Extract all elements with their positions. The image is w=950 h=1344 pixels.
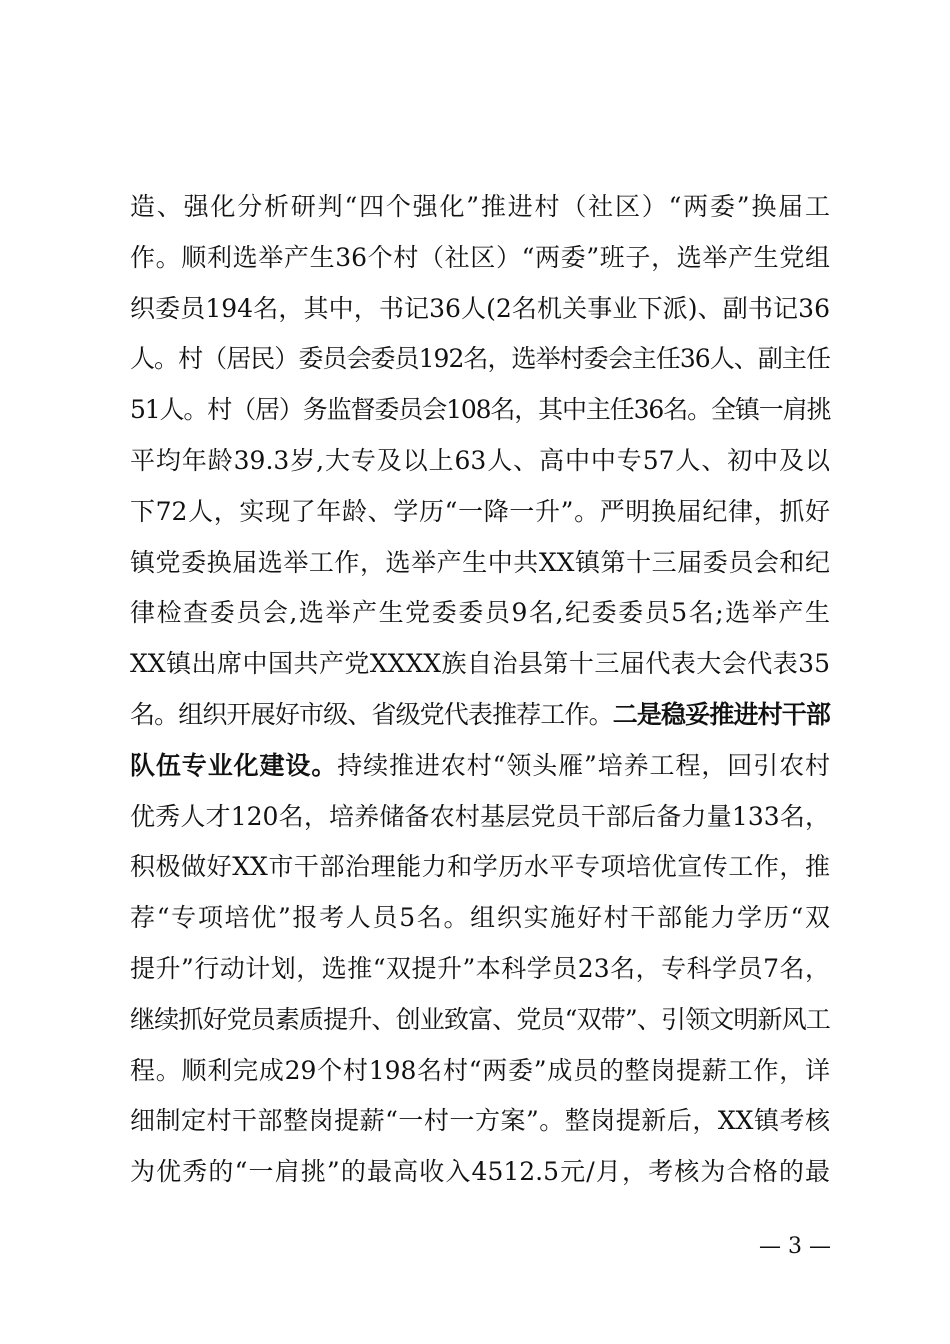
text-line: 荐“专项培优”报考人员5名。组织实施好村干部能力学历“双 <box>130 903 830 933</box>
text-line: 为优秀的“一肩挑”的最高收入4512.5元/月，考核为合格的最 <box>130 1157 830 1187</box>
text-line: 作。顺利选举产生36个村（社区）“两委”班子，选举产生党组 <box>130 242 830 272</box>
text-line: 名。组织开展好市级、省级党代表推荐工作。二是稳妥推进村干部 <box>130 699 831 729</box>
bold-heading: 队伍专业化建设。 <box>130 750 338 780</box>
text-line: 程。顺利完成29个村198名村“两委”成员的整岗提薪工作，详 <box>130 1055 830 1085</box>
text-line: 造、强化分析研判“四个强化”推进村（社区）“两委”换届工 <box>130 192 830 221</box>
text-line: 平均年龄39.3岁,大专及以上63人、高中中专57人、初中及以 <box>130 445 830 475</box>
text-line: 积极做好XX市干部治理能力和学历水平专项培优宣传工作，推 <box>130 852 830 882</box>
page-number: — 3 — <box>759 1234 831 1259</box>
text-line: 队伍专业化建设。持续推进农村“领头雁”培养工程，回引农村 <box>130 750 830 780</box>
text-line: 细制定村干部整岗提薪“一村一方案”。整岗提新后，XX镇考核 <box>130 1106 830 1136</box>
text-line: 51人。村（居）务监督委员会108名，其中主任36名。全镇一肩挑 <box>130 395 831 425</box>
text-line: 律检查委员会,选举产生党委委员9名,纪委委员5名;选举产生 <box>130 598 830 628</box>
text-line: 人。村（居民）委员会委员192名，选举村委会主任36人、副主任 <box>130 344 830 374</box>
text-line: 优秀人才120名，培养储备农村基层党员干部后备力量133名， <box>130 801 830 831</box>
text-line: XX镇出席中国共产党XXXX族自治县第十三届代表大会代表35 <box>130 649 830 679</box>
text-line: 提升”行动计划，选推“双提升”本科学员23名，专科学员7名， <box>130 953 830 983</box>
text-line: 继续抓好党员素质提升、创业致富、党员“双带”、引领文明新风工 <box>130 1004 830 1034</box>
text-line: 织委员194名，其中，书记36人(2名机关事业下派)、副书记36 <box>130 293 830 323</box>
document-body <box>130 182 830 1198</box>
text-line: 下72人，实现了年龄、学历“一降一升”。严明换届纪律，抓好 <box>130 496 830 526</box>
text-line: 镇党委换届选举工作，选举产生中共XX镇第十三届委员会和纪 <box>130 547 830 577</box>
bold-heading: 二是稳妥推进村干部 <box>612 699 831 729</box>
